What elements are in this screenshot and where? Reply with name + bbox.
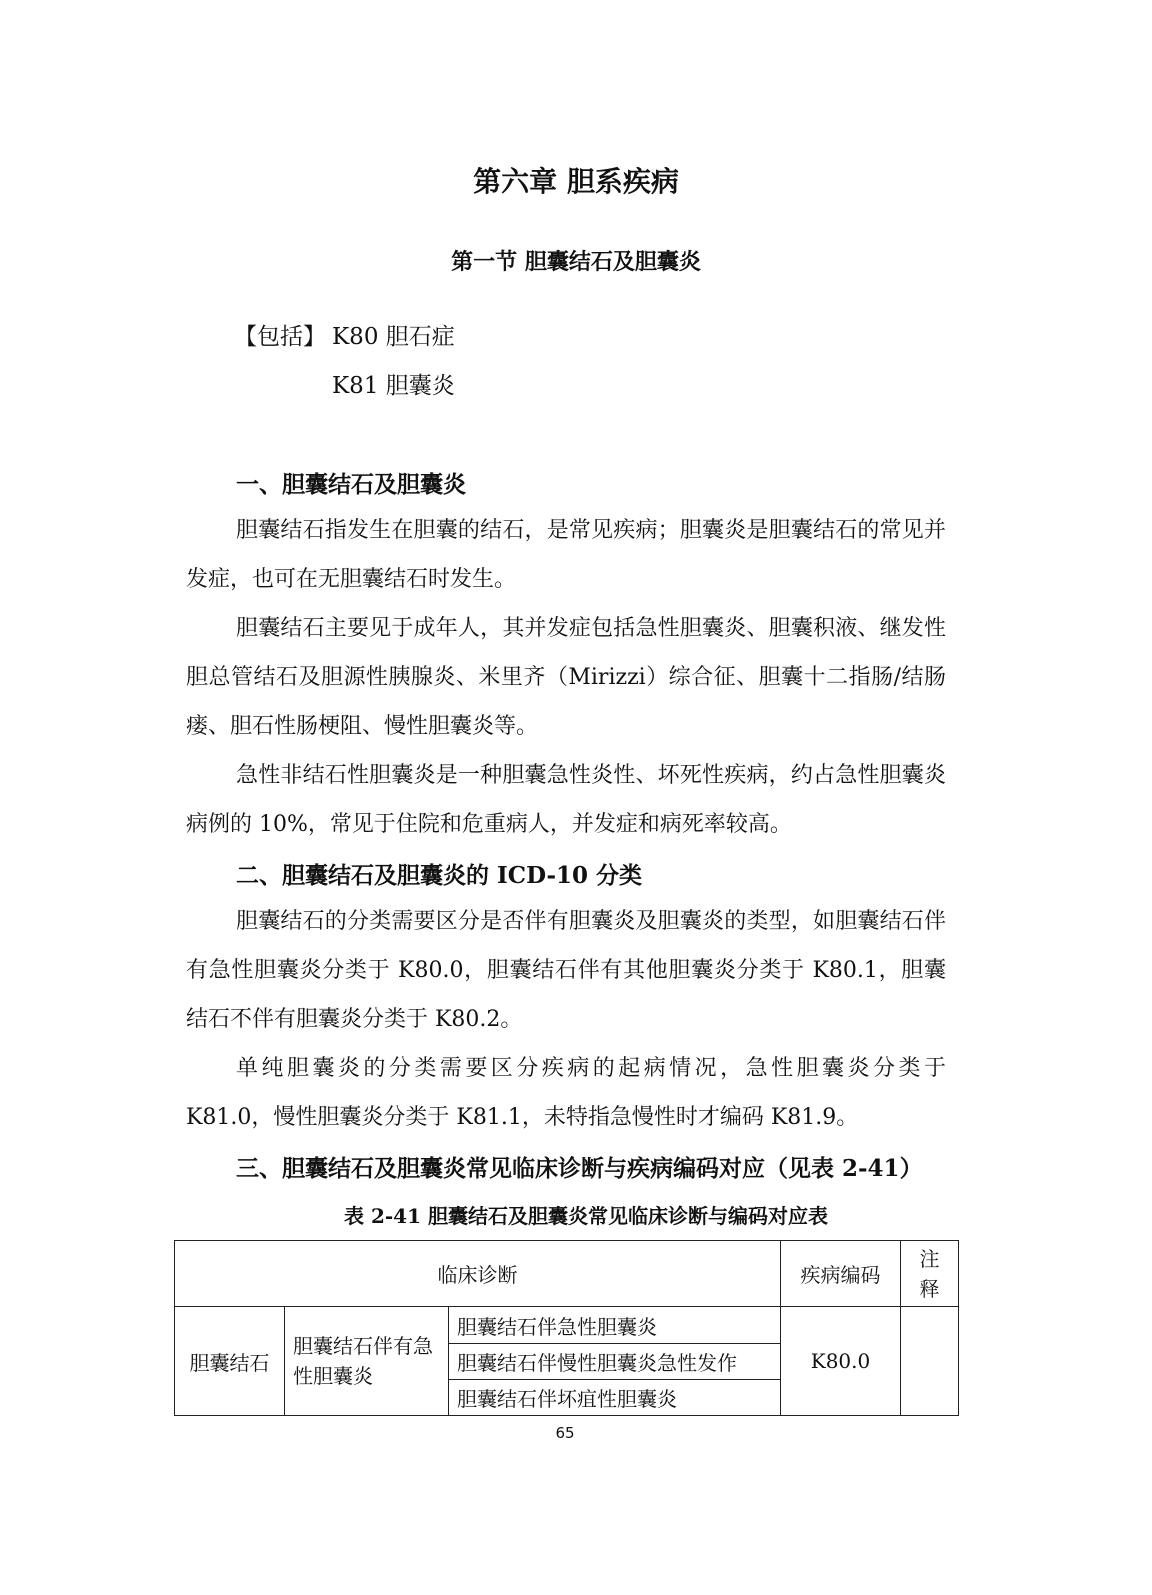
cell-level3-1: 胆囊结石伴急性胆囊炎 xyxy=(449,1307,781,1344)
page-number: 65 xyxy=(555,1424,575,1442)
chapter-title: 第六章 胆系疾病 xyxy=(473,165,679,198)
paragraph-5: 单纯胆囊炎的分类需要区分疾病的起病情况，急性胆囊炎分类于 K81.0，慢性胆囊炎分类于 K81.1，未特指急慢性时才编码 K81.9。 xyxy=(186,1056,946,1130)
table-caption: 表 2-41 胆囊结石及胆囊炎常见临床诊断与编码对应表 xyxy=(344,1204,828,1228)
heading-3: 三、胆囊结石及胆囊炎常见临床诊断与疾病编码对应（见表 2-41） xyxy=(236,1155,923,1182)
header-note-line1: 注 xyxy=(919,1246,940,1271)
table-header-row xyxy=(175,1241,959,1307)
diagnosis-code-table xyxy=(174,1240,959,1416)
includes-label: 【包括】 xyxy=(234,324,326,350)
heading-2: 二、胆囊结石及胆囊炎的 ICD-10 分类 xyxy=(236,862,643,889)
paragraph-4: 胆囊结石的分类需要区分是否伴有胆囊炎及胆囊炎的类型，如胆囊结石伴有急性胆囊炎分类于 K80.0，胆囊结石伴有其他胆囊炎分类于 K80.1，胆囊结石不伴有胆囊炎分类于 K80.2。 xyxy=(186,909,946,1032)
includes-item-k81: K81 胆囊炎 xyxy=(332,373,455,399)
cell-note xyxy=(901,1307,959,1416)
table-row xyxy=(175,1307,959,1344)
cell-level1: 胆囊结石 xyxy=(175,1307,285,1416)
header-diagnosis: 临床诊断 xyxy=(175,1241,781,1307)
header-code: 疾病编码 xyxy=(781,1241,901,1307)
cell-level3-2: 胆囊结石伴慢性胆囊炎急性发作 xyxy=(449,1344,781,1380)
includes-item-k80: K80 胆石症 xyxy=(332,324,455,350)
cell-code: K80.0 xyxy=(781,1307,901,1416)
section-title: 第一节 胆囊结石及胆囊炎 xyxy=(451,249,701,275)
header-note-line2: 释 xyxy=(919,1276,940,1301)
paragraph-3: 急性非结石性胆囊炎是一种胆囊急性炎性、坏死性疾病，约占急性胆囊炎病例的 10%，常见于住院和危重病人，并发症和病死率较高。 xyxy=(186,763,946,837)
cell-level2: 胆囊结石伴有急性胆囊炎 xyxy=(285,1307,449,1416)
heading-1: 一、胆囊结石及胆囊炎 xyxy=(236,471,466,498)
paragraph-2: 胆囊结石主要见于成年人，其并发症包括急性胆囊炎、胆囊积液、继发性胆总管结石及胆源性胰腺炎、米里齐（Mirizzi）综合征、胆囊十二指肠/结肠瘘、胆石性肠梗阻、慢性胆囊炎等。 xyxy=(186,616,946,739)
cell-level3-3: 胆囊结石伴坏疽性胆囊炎 xyxy=(449,1380,781,1416)
header-note xyxy=(901,1241,959,1307)
paragraph-1: 胆囊结石指发生在胆囊的结石，是常见疾病；胆囊炎是胆囊结石的常见并发症，也可在无胆囊结石时发生。 xyxy=(186,518,946,592)
